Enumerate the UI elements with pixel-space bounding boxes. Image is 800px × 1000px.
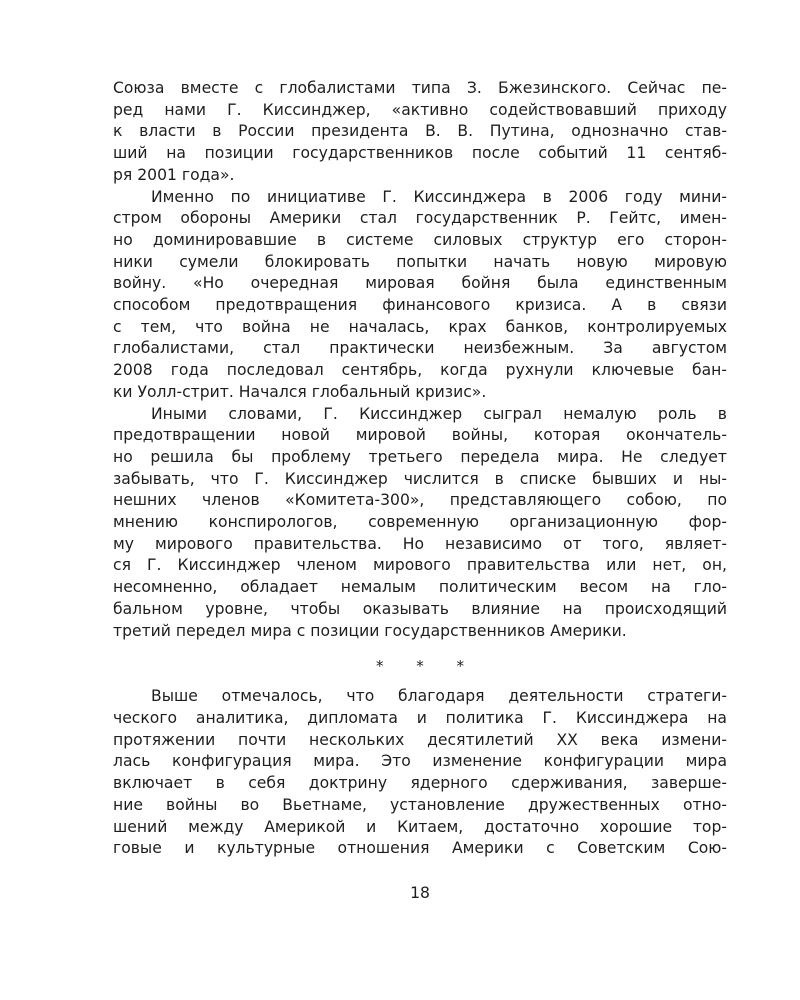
text-line: к власти в России президента В. В. Путина, однозначно став- — [113, 122, 727, 141]
text-line: ческого аналитика, дипломата и политика Г. Киссинджера на — [113, 708, 727, 727]
text-line: несомненно, обладает немалым политическим весом на гло- — [113, 578, 727, 597]
paragraph-1 — [113, 78, 727, 187]
text-line: ред нами Г. Киссинджер, «активно содействовавший приходу — [113, 100, 727, 119]
text-line: с тем, что война не началась, крах банков, контролируемых — [113, 317, 727, 336]
paragraph-2 — [113, 187, 727, 404]
text-line: глобалистами, стал практически неизбежным. За августом — [113, 339, 727, 358]
text-line: включает в себя доктрину ядерного сдерживания, заверше- — [113, 774, 727, 793]
text-line: му мирового правительства. Но независимо от того, являет- — [113, 534, 727, 553]
text-line: ся Г. Киссинджер членом мирового правительства или нет, он, — [113, 556, 727, 575]
text-line: ние войны во Вьетнаме, установление дружественных отно- — [113, 795, 727, 814]
text-line: протяжении почти нескольких десятилетий XX века измени- — [113, 730, 727, 749]
text-line: Выше отмечалось, что благодаря деятельности стратеги- — [151, 687, 727, 706]
text-line: предотвращении новой мировой войны, которая окончатель- — [113, 426, 727, 445]
text-line: бальном уровне, чтобы оказывать влияние на происходящий — [113, 599, 727, 618]
text-line: но решила бы проблему третьего передела мира. Не следует — [113, 447, 727, 466]
text-line: ники сумели блокировать попытки начать новую мировую — [113, 252, 727, 271]
text-line: Союза вместе с глобалистами типа З. Бжезинского. Сейчас пе- — [113, 79, 727, 97]
text-line: третий передел мира с позиции государственников Америки. — [113, 621, 627, 640]
text-line: стром обороны Америки стал государственник Р. Гейтс, имен- — [113, 209, 727, 228]
text-line: мнению конспирологов, современную организационную фор- — [113, 513, 727, 532]
text-line: ший на позиции государственников после событий 11 сентяб- — [113, 144, 727, 163]
page-body — [113, 78, 727, 860]
text-line: шений между Америкой и Китаем, достаточно хорошие тор- — [113, 817, 727, 836]
text-line: Иными словами, Г. Киссинджер сыграл немалую роль в — [151, 404, 727, 423]
text-line: забывать, что Г. Киссинджер числится в списке бывших и ны- — [113, 469, 727, 488]
text-line: ря 2001 года». — [113, 165, 235, 184]
text-line: лась конфигурация мира. Это изменение конфигурации мира — [113, 752, 727, 771]
section-separator: * * * — [375, 657, 479, 676]
text-line: говые и культурные отношения Америки с Советским Сою- — [113, 839, 727, 858]
text-line: но доминировавшие в системе силовых структур его сторон- — [113, 230, 727, 249]
text-line: нешних членов «Комитета-300», представляющего собою, по — [113, 491, 727, 510]
text-line: 2008 года последовал сентябрь, когда рухнули ключевые бан- — [113, 361, 727, 380]
page-number: 18 — [410, 884, 430, 902]
text-line: Именно по инициативе Г. Киссинджера в 2006 году мини- — [151, 187, 727, 206]
text-line: ки Уолл-стрит. Начался глобальный кризис». — [113, 382, 487, 401]
text-line: войну. «Но очередная мировая бойня была единственным — [113, 274, 727, 293]
paragraph-4 — [113, 686, 727, 860]
paragraph-3 — [113, 404, 727, 643]
text-line: способом предотвращения финансового кризиса. А в связи — [113, 296, 727, 315]
